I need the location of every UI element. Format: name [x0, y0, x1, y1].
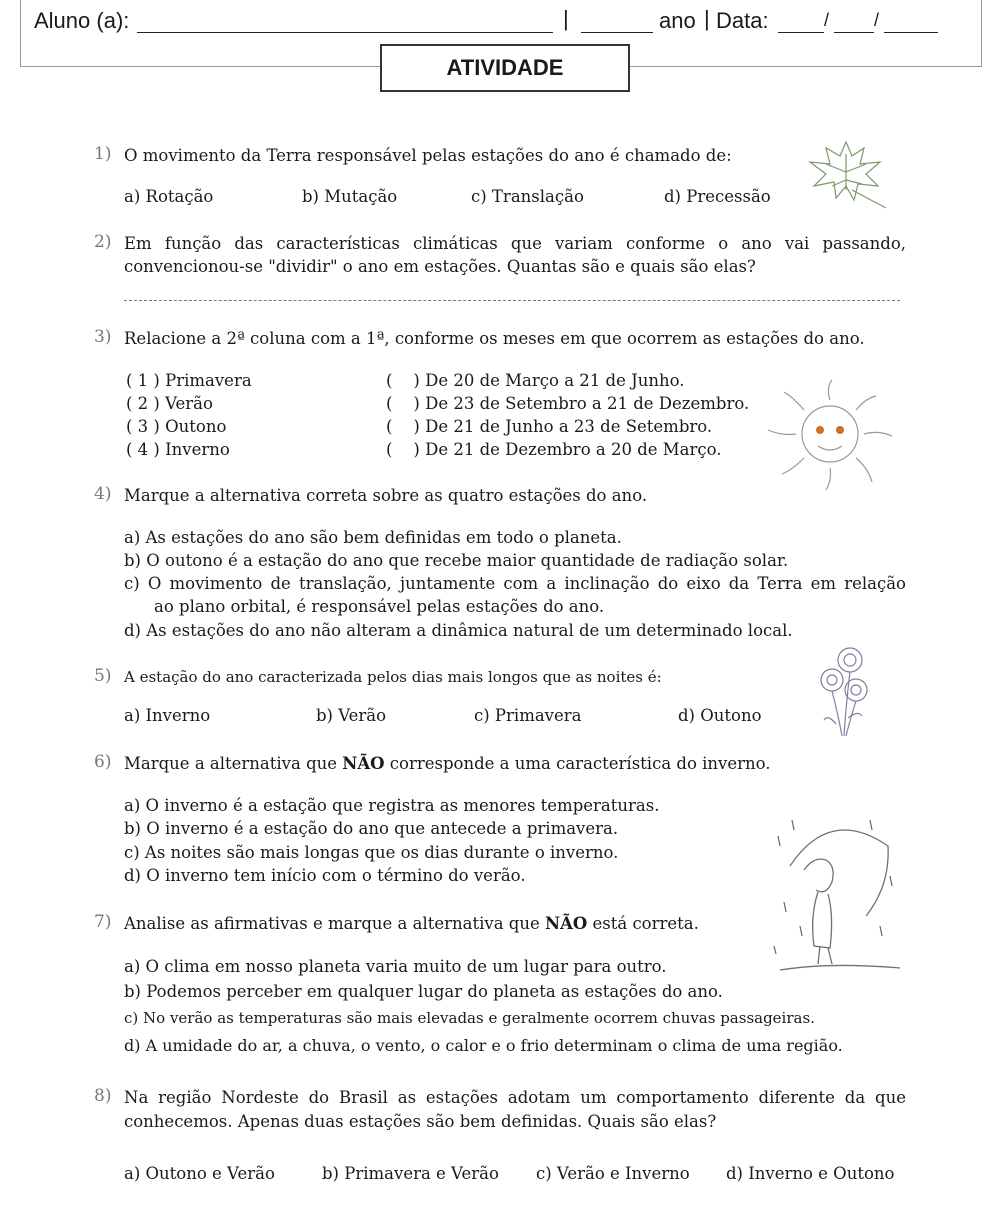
q5-option-d: d) Outono — [678, 706, 762, 725]
question-6-text: Marque a alternativa que NÃO corresponde a uma característica do inverno. — [124, 754, 771, 773]
question-number: 7) — [94, 912, 112, 932]
student-name-line — [137, 32, 553, 33]
page-title: ATIVIDADE — [380, 44, 630, 92]
student-label: Aluno (a): — [34, 8, 130, 33]
question-3-text: Relacione a 2ª coluna com a 1ª, conforme os meses em que ocorrem as estações do ano. — [124, 329, 865, 348]
q1-option-d: d) Precessão — [664, 187, 771, 206]
q5-option-b: b) Verão — [316, 706, 387, 725]
sun-icon — [760, 376, 900, 492]
question-number: 1) — [94, 144, 112, 164]
question-2-line-2: convencionou-se "dividir" o ano em estações. Quantas são e quais são elas? — [124, 257, 756, 276]
leaf-icon — [800, 134, 892, 212]
q4-option-c: c) O movimento de translação, juntamente com a inclinação do eixo da Terra em relação — [124, 574, 906, 593]
q8-option-a: a) Outono e Verão — [124, 1164, 275, 1183]
q3-left-4: ( 4 ) Inverno — [126, 440, 230, 459]
flowers-icon — [800, 644, 880, 740]
q3-left-2: ( 2 ) Verão — [126, 394, 213, 413]
question-1-text: O movimento da Terra responsável pelas estações do ano é chamado de: — [124, 146, 732, 165]
date-label: Data: — [716, 8, 769, 33]
q4-option-c-cont: ao plano orbital, é responsável pelas estações do ano. — [154, 597, 605, 616]
separator: | — [563, 6, 569, 31]
question-7-text: Analise as afirmativas e marque a alternativa que NÃO está correta. — [124, 914, 699, 933]
q6-option-d: d) O inverno tem início com o término do verão. — [124, 866, 526, 885]
q6-option-a: a) O inverno é a estação que registra as menores temperaturas. — [124, 796, 660, 815]
q8-option-c: c) Verão e Inverno — [536, 1164, 690, 1183]
question-number: 4) — [94, 484, 112, 504]
date-month-line — [834, 32, 874, 33]
question-number: 8) — [94, 1086, 112, 1106]
date-slash: / — [824, 10, 830, 30]
q3-left-3: ( 3 ) Outono — [126, 417, 227, 436]
q1-option-a: a) Rotação — [124, 187, 214, 206]
q8-option-b: b) Primavera e Verão — [322, 1164, 499, 1183]
date-slash: / — [874, 10, 880, 30]
question-8-line-1: Na região Nordeste do Brasil as estações adotam um comportamento diferente da que — [124, 1088, 906, 1107]
q1-option-c: c) Translação — [471, 187, 584, 206]
q4-option-d: d) As estações do ano não alteram a dinâmica natural de um determinado local. — [124, 621, 793, 640]
grade-line — [581, 32, 653, 33]
date-year-line — [884, 32, 938, 33]
q7-option-d: d) A umidade do ar, a chuva, o vento, o calor e o frio determinam o clima de uma região. — [124, 1036, 843, 1055]
q3-right-1: ( ) De 20 de Março a 21 de Junho. — [386, 371, 685, 390]
q3-right-4: ( ) De 21 de Dezembro a 20 de Março. — [386, 440, 722, 459]
q4-option-a: a) As estações do ano são bem definidas em todo o planeta. — [124, 528, 622, 547]
question-number: 6) — [94, 752, 112, 772]
q6-option-b: b) O inverno é a estação do ano que antecede a primavera. — [124, 819, 619, 838]
question-2-line-1: Em função das características climáticas que variam conforme o ano vai passando, — [124, 234, 906, 253]
q7-option-b: b) Podemos perceber em qualquer lugar do planeta as estações do ano. — [124, 982, 723, 1001]
question-number: 3) — [94, 327, 112, 347]
question-5-text: A estação do ano caracterizada pelos dias mais longos que as noites é: — [124, 668, 662, 686]
question-number: 2) — [94, 232, 112, 252]
question-number: 5) — [94, 666, 112, 686]
q4-option-b: b) O outono é a estação do ano que recebe maior quantidade de radiação solar. — [124, 551, 789, 570]
q3-right-3: ( ) De 21 de Junho a 23 de Setembro. — [386, 417, 713, 436]
question-4-text: Marque a alternativa correta sobre as quatro estações do ano. — [124, 486, 648, 505]
rain-umbrella-icon — [770, 806, 904, 976]
q5-option-a: a) Inverno — [124, 706, 211, 725]
q3-right-2: ( ) De 23 de Setembro a 21 de Dezembro. — [386, 394, 750, 413]
q8-option-d: d) Inverno e Outono — [726, 1164, 895, 1183]
q7-option-c: c) No verão as temperaturas são mais elevadas e geralmente ocorrem chuvas passageiras. — [124, 1009, 815, 1027]
q7-option-a: a) O clima em nosso planeta varia muito de um lugar para outro. — [124, 957, 667, 976]
separator: | — [704, 6, 710, 31]
q5-option-c: c) Primavera — [474, 706, 582, 725]
question-8-line-2: conhecemos. Apenas duas estações são bem definidas. Quais são elas? — [124, 1112, 717, 1131]
grade-label: ano — [659, 8, 696, 33]
q1-option-b: b) Mutação — [302, 187, 398, 206]
date-day-line — [778, 32, 824, 33]
q3-left-1: ( 1 ) Primavera — [126, 371, 252, 390]
answer-line — [124, 300, 900, 301]
q6-option-c: c) As noites são mais longas que os dias durante o inverno. — [124, 843, 619, 862]
